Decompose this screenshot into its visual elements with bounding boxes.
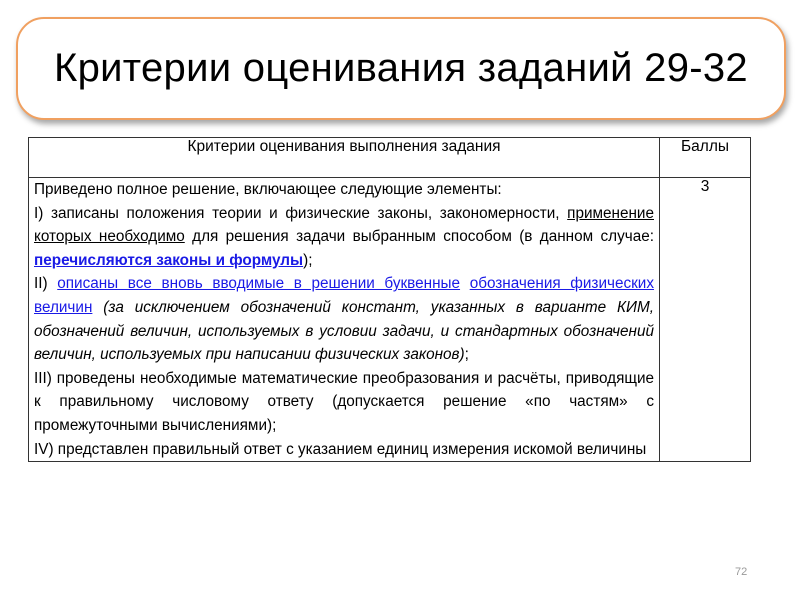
item-2-italic: (за исключением обозначений констант, указанных в варианте КИМ, обозначений величин, используемых в условии задачи, и стандартных обозначений величин, используемых при написании физических законов): [34, 298, 654, 364]
item-1-text-c: для решения задачи выбранным способом (в данном случае:: [184, 228, 654, 246]
item-2-text-g: ;: [464, 346, 469, 364]
item-1-underlined: применение которых необходимо: [34, 204, 654, 246]
criteria-table: [28, 137, 751, 462]
item-1-text-e: );: [303, 251, 313, 269]
item-2-link-2[interactable]: обозначения физических величин: [34, 275, 655, 316]
points-cell: 3: [660, 178, 751, 462]
item-2-text-a: II): [34, 275, 58, 293]
table-row: [29, 178, 751, 462]
page-number: 72: [735, 566, 748, 578]
item-2-space-2: [92, 299, 103, 316]
header-points: Баллы: [660, 138, 751, 178]
criteria-item-2: [34, 272, 654, 366]
criteria-item-3: III) проведены необходимые математические преобразования и расчёты, приводящие к правильному числовому ответу (допускается решение «по частям» с промежуточными вычислениями);: [34, 369, 654, 434]
item-2-space-1: [460, 275, 470, 292]
slide-title: Критерии оценивания заданий 29-32: [54, 46, 748, 90]
criteria-cell: [29, 178, 660, 462]
header-criteria: Критерии оценивания выполнения задания: [29, 138, 660, 178]
criteria-item-1: [34, 202, 654, 273]
item-1-link[interactable]: перечисляются законы и формулы: [34, 251, 304, 269]
criteria-intro: Приведено полное решение, включающее следующие элементы:: [34, 181, 502, 198]
title-box: [16, 17, 786, 120]
table-header-row: [29, 138, 751, 178]
criteria-item-4: IV) представлен правильный ответ с указанием единиц измерения искомой величины: [34, 440, 647, 458]
item-1-text-a: I) записаны положения теории и физические законы, закономерности,: [34, 204, 568, 222]
item-2-link-1[interactable]: описаны все вновь вводимые в решении буквенные: [57, 275, 461, 293]
